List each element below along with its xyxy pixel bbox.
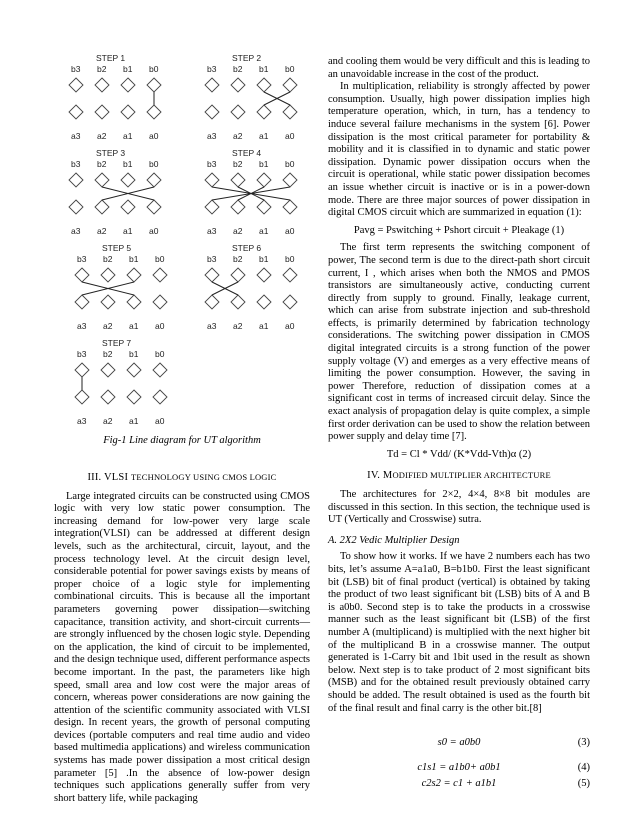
bottom-bit-label: a3 (77, 416, 87, 426)
multiplicand-bit-diamond (205, 105, 219, 119)
step-label: STEP 6 (232, 243, 262, 253)
top-bit-label: b3 (77, 254, 87, 264)
multiplicand-bit-diamond (147, 105, 161, 119)
multiplicand-bit-diamond (127, 295, 141, 309)
bottom-bit-label: a2 (233, 131, 243, 141)
bottom-bit-label: a2 (233, 226, 243, 236)
bottom-bit-label: a0 (285, 321, 295, 331)
top-bit-label: b2 (233, 159, 243, 169)
top-bit-label: b3 (207, 254, 217, 264)
multiplicand-bit-diamond (101, 295, 115, 309)
top-bit-label: b2 (233, 64, 243, 74)
section-3-paragraph: Large integrated circuits can be constructed using CMOS logic with very low static power consumption. The increasing demand for low-power very large scale integration(VLSI) can be addressed at different design levels, such as the architectural, circuit, layout, and the process technology level. At the circuit design level, considerable potential for power savings exists by means of proper choice of a logic style for implementing combinational circuits. This is because all the important parameters governing power dissipation—switching capacitance, transition activity, and short-circuit currents—are strongly influenced by the chosen logic style. Depending on the application, the kind of circuit to be implemented, and the design technique used, different performance aspects become important. In the past, the parameters like high speed, small area and low cost were the major areas of concern, whereas power considerations are now gaining the attention of the scientific community associated with VLSI design. In recent years, the growth of personal computing devices (portable computers and real time audio and video based multimedia applications) and wireless communication systems has made power dissipation a most critical design parameter [5] .In the absence of low-power design techniques such applications generally suffer from very short battery life, while packaging (54, 490, 310, 804)
multiplier-bit-diamond (127, 268, 141, 282)
top-bit-label: b0 (155, 254, 165, 264)
top-bit-label: b0 (285, 159, 295, 169)
bottom-bit-label: a0 (155, 321, 165, 331)
step-label: STEP 1 (96, 53, 126, 63)
multiplier-bit-diamond (283, 78, 297, 92)
multiplicand-bit-diamond (153, 390, 167, 404)
bottom-bit-label: a3 (207, 321, 217, 331)
step-block (75, 338, 167, 426)
section-3-heading: III. VLSI TECHNOLOGY USING CMOS LOGIC (87, 472, 277, 483)
multiplicand-bit-diamond (75, 390, 89, 404)
multiplicand-bit-diamond (257, 105, 271, 119)
step-label: STEP 7 (102, 338, 132, 348)
equation-4: c1s1 = a1b0+ a0b1 (4) (417, 761, 590, 773)
multiplier-bit-diamond (257, 78, 271, 92)
multiplier-bit-diamond (231, 173, 245, 187)
top-bit-label: b2 (97, 64, 107, 74)
bottom-bit-label: a3 (71, 131, 81, 141)
section-4-heading: IV. MODIFIED MULTIPLIER ARCHITECTURE (367, 470, 551, 482)
bottom-bit-label: a1 (129, 321, 139, 331)
step-block (205, 53, 297, 141)
equation-5: c2s2 = c1 + a1b1 (5) (421, 778, 590, 790)
multiplicand-bit-diamond (257, 200, 271, 214)
paragraph-switching: The first term represents the switching component of power, The second term is due to the direct-path short circuit current, I , which arises when both the NMOS and PMOS transistors are simultaneously active, conducting current directly from supply to ground. Finally, leakage current, which can arise from substrate injection and sub-threshold effects, is primarily determined by fabrication technology considerations. The switching power dissipation in CMOS digital integrated circuits is a strong function of the power supply voltage (V) and emerges as a very effective means of limiting the power consumption. However, the saving in power Therefore, reduction of dissipation comes at a significant cost in terms of increased circuit delay. Since the exact analysis of propagation delay is quite complex, a simple first order derivation can be used to show the relation between power supply and delay time [7]. (328, 242, 590, 443)
bottom-bit-label: a1 (123, 131, 133, 141)
top-bit-label: b1 (123, 64, 133, 74)
multiplier-bit-diamond (283, 173, 297, 187)
top-bit-label: b1 (129, 349, 139, 359)
paragraph-cooling: and cooling them would be very difficult and this is leading to an unavoidable increase in the cost of the product. (328, 56, 590, 80)
bottom-bit-label: a1 (259, 226, 269, 236)
top-bit-label: b1 (259, 64, 269, 74)
top-bit-label: b0 (285, 64, 295, 74)
multiplicand-bit-diamond (257, 295, 271, 309)
top-bit-label: b3 (71, 64, 81, 74)
multiplier-bit-diamond (147, 78, 161, 92)
subsection-heading: A. 2X2 Vedic Multiplier Design (328, 534, 460, 546)
step-block (205, 148, 297, 236)
bottom-bit-label: a3 (71, 226, 81, 236)
bottom-bit-label: a2 (233, 321, 243, 331)
top-bit-label: b3 (207, 159, 217, 169)
paragraph-2x2: To show how it works. If we have 2 numbers each has two bits, let’s assume A=a1a0, B=b1b0. First the least significant bit (LSB) bit of final product (vertical) is obtained by taking the product of two least significant bit (LSB) bits of A and B is a0b0. Second step is to take the products in a crosswise manner such as the least significant bit (LSB) of the first number A (multiplicand) is multiplied with the next higher bit of the multiplicand B in a crosswise manner. The output generated is 1-Carry bit and 1bit used in the result as shown below. Next step is to take product of 2 most significant bits (MSB) and for the obtained result previously obtained carry should be added. The result obtained is used as the fourth bit of the final result and final carry is the other bit.[8] (328, 551, 590, 714)
bottom-bit-label: a1 (259, 131, 269, 141)
step-label: STEP 3 (96, 148, 126, 158)
multiplier-bit-diamond (101, 268, 115, 282)
step-block (205, 243, 297, 331)
bottom-bit-label: a2 (97, 131, 107, 141)
multiplicand-bit-diamond (283, 200, 297, 214)
top-bit-label: b2 (233, 254, 243, 264)
ut-line-diagram (54, 52, 354, 442)
bottom-bit-label: a2 (103, 321, 113, 331)
paragraph-reliability: In multiplication, reliability is strongly affected by power consumption. Usually, high power dissipation implies high temperature operation, which, in turn, has a tendency to induce several failure mechanisms in the system [6]. Power dissipation is the most critical parameter for portability & mobility and it is classified in to dynamic and static power dissipation. Dynamic power dissipation occurs when the circuit is operational, while static power dissipation becomes an issue whether circuit is inactive or is in a power-down mode. There are three major sources of power dissipation in digital CMOS circuit which are summarized in equation (1): (328, 81, 590, 219)
left-column (54, 463, 310, 805)
paragraph-architectures: The architectures for 2×2, 4×4, 8×8 bit modules are discussed in this section. In this section, the technique used is UT (Vertically and Crosswise) sutra. (328, 489, 590, 526)
multiplier-bit-diamond (121, 78, 135, 92)
top-bit-label: b3 (207, 64, 217, 74)
multiplier-bit-diamond (75, 268, 89, 282)
top-bit-label: b1 (123, 159, 133, 169)
multiplier-bit-diamond (153, 363, 167, 377)
figure-caption: Fig-1 Line diagram for UT algorithm (103, 435, 261, 446)
multiplicand-bit-diamond (69, 105, 83, 119)
equation-1: Pavg = Pswitching + Pshort circuit + Pleakage (1) (353, 224, 565, 236)
multiplicand-bit-diamond (121, 105, 135, 119)
bottom-bit-label: a0 (149, 226, 159, 236)
multiplier-bit-diamond (121, 173, 135, 187)
multiplicand-bit-diamond (101, 390, 115, 404)
multiplier-bit-diamond (205, 78, 219, 92)
bottom-bit-label: a1 (259, 321, 269, 331)
multiplier-bit-diamond (283, 268, 297, 282)
multiplicand-bit-diamond (95, 105, 109, 119)
top-bit-label: b1 (129, 254, 139, 264)
bottom-bit-label: a3 (77, 321, 87, 331)
equation-3: s0 = a0b0 (3) (437, 737, 590, 749)
multiplicand-bit-diamond (231, 200, 245, 214)
multiplicand-bit-diamond (205, 295, 219, 309)
top-bit-label: b0 (149, 159, 159, 169)
top-bit-label: b0 (155, 349, 165, 359)
multiplier-bit-diamond (75, 363, 89, 377)
multiplier-bit-diamond (127, 363, 141, 377)
bottom-bit-label: a3 (207, 226, 217, 236)
multiplier-bit-diamond (231, 78, 245, 92)
multiplicand-bit-diamond (153, 295, 167, 309)
multiplier-bit-diamond (257, 173, 271, 187)
top-bit-label: b2 (103, 254, 113, 264)
bottom-bit-label: a0 (149, 131, 159, 141)
top-bit-label: b0 (149, 64, 159, 74)
multiplicand-bit-diamond (231, 105, 245, 119)
multiplicand-bit-diamond (75, 295, 89, 309)
multiplier-bit-diamond (69, 78, 83, 92)
multiplier-bit-diamond (153, 268, 167, 282)
right-column (328, 56, 590, 791)
multiplicand-bit-diamond (121, 200, 135, 214)
step-block (69, 53, 161, 141)
multiplicand-bit-diamond (95, 200, 109, 214)
top-bit-label: b2 (103, 349, 113, 359)
multiplier-bit-diamond (205, 173, 219, 187)
bottom-bit-label: a2 (103, 416, 113, 426)
bottom-bit-label: a1 (129, 416, 139, 426)
multiplicand-bit-diamond (231, 295, 245, 309)
multiplier-bit-diamond (69, 173, 83, 187)
step-block (69, 148, 161, 236)
top-bit-label: b3 (71, 159, 81, 169)
step-label: STEP 5 (102, 243, 132, 253)
multiplicand-bit-diamond (283, 295, 297, 309)
multiplicand-bit-diamond (283, 105, 297, 119)
top-bit-label: b0 (285, 254, 295, 264)
bottom-bit-label: a1 (123, 226, 133, 236)
multiplier-bit-diamond (101, 363, 115, 377)
multiplier-bit-diamond (205, 268, 219, 282)
step-label: STEP 2 (232, 53, 262, 63)
step-label: STEP 4 (232, 148, 262, 158)
bottom-bit-label: a0 (155, 416, 165, 426)
top-bit-label: b2 (97, 159, 107, 169)
equation-2: Td = Cl * Vdd/ (K*Vdd-Vth)α (2) (386, 448, 532, 460)
top-bit-label: b1 (259, 159, 269, 169)
multiplier-bit-diamond (257, 268, 271, 282)
multiplier-bit-diamond (95, 173, 109, 187)
multiplier-bit-diamond (147, 173, 161, 187)
bottom-bit-label: a0 (285, 131, 295, 141)
multiplier-bit-diamond (95, 78, 109, 92)
bottom-bit-label: a2 (97, 226, 107, 236)
multiplier-bit-diamond (231, 268, 245, 282)
top-bit-label: b1 (259, 254, 269, 264)
multiplicand-bit-diamond (69, 200, 83, 214)
step-block (75, 243, 167, 331)
multiplicand-bit-diamond (127, 390, 141, 404)
top-bit-label: b3 (77, 349, 87, 359)
bottom-bit-label: a3 (207, 131, 217, 141)
multiplicand-bit-diamond (147, 200, 161, 214)
bottom-bit-label: a0 (285, 226, 295, 236)
multiplicand-bit-diamond (205, 200, 219, 214)
